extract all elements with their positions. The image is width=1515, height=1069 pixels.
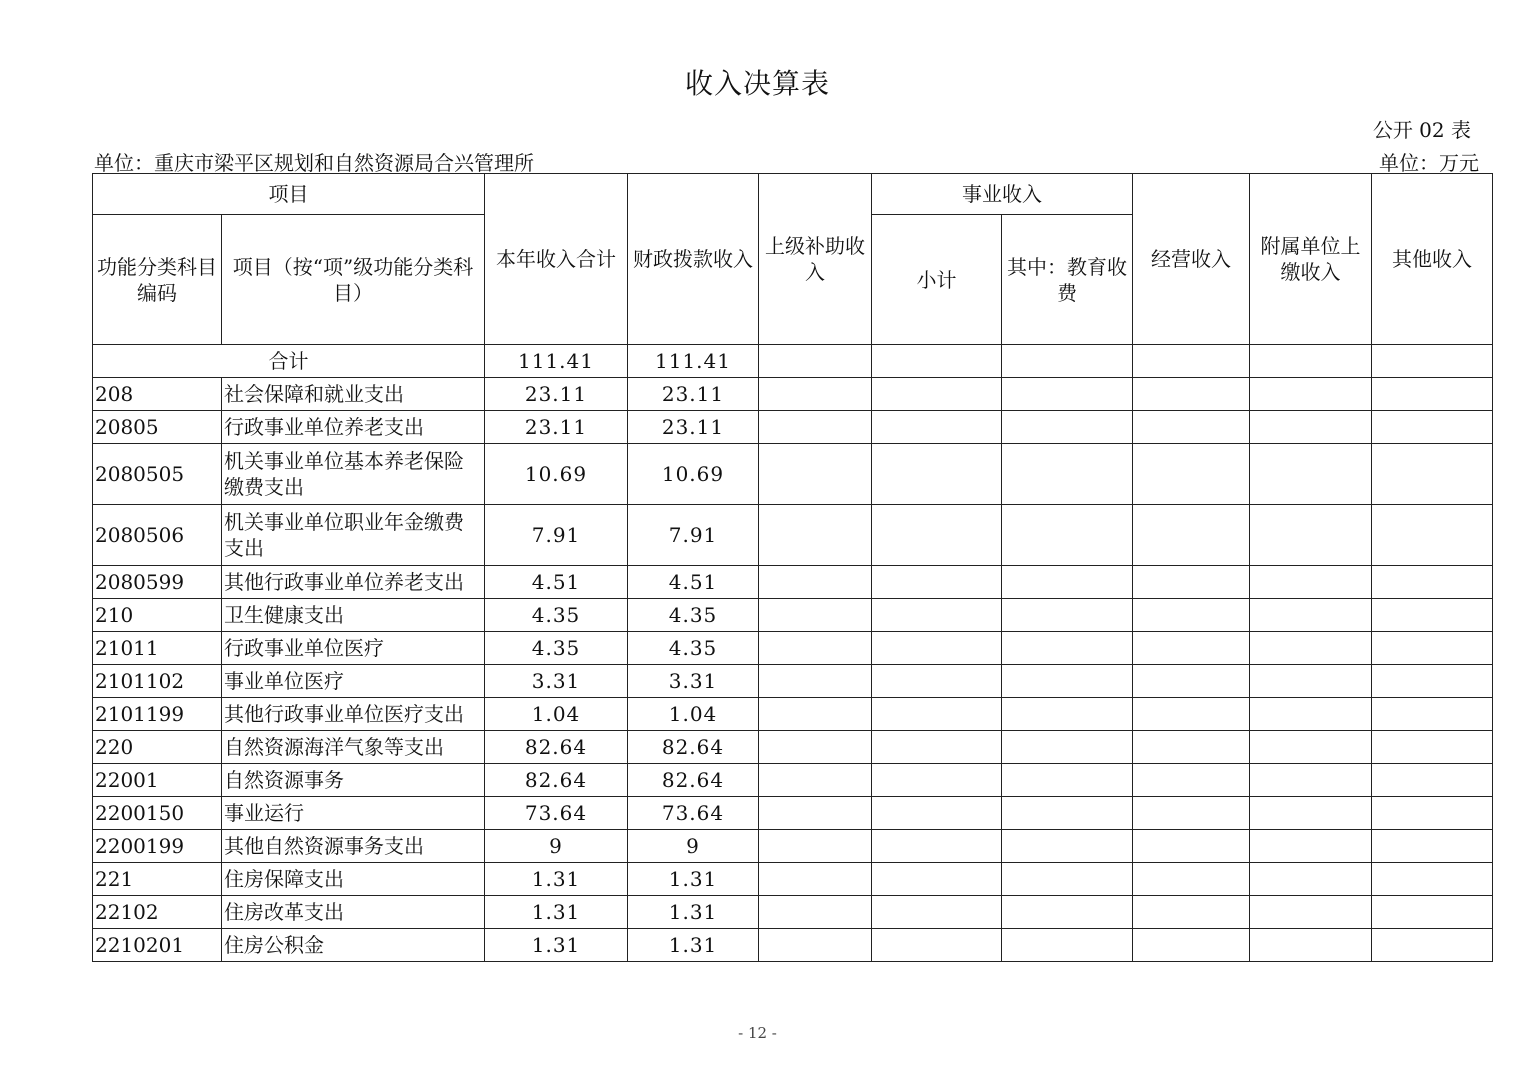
empty-cell — [872, 863, 1002, 896]
empty-cell — [1133, 378, 1250, 411]
row-code: 2200199 — [93, 830, 222, 863]
header-other: 其他收入 — [1372, 174, 1493, 345]
empty-cell — [872, 378, 1002, 411]
empty-cell — [1250, 632, 1372, 665]
empty-cell — [1250, 764, 1372, 797]
empty-cell — [872, 665, 1002, 698]
row-fiscal: 7.91 — [628, 505, 759, 566]
empty-cell — [1372, 830, 1493, 863]
empty-cell — [872, 505, 1002, 566]
empty-cell — [1002, 764, 1133, 797]
table-row — [93, 698, 1493, 731]
empty-cell — [1250, 444, 1372, 505]
row-total: 1.31 — [485, 896, 628, 929]
empty-cell — [1250, 797, 1372, 830]
empty-cell — [1372, 378, 1493, 411]
row-name: 其他行政事业单位医疗支出 — [222, 698, 485, 731]
row-fiscal: 82.64 — [628, 731, 759, 764]
empty-cell — [1372, 929, 1493, 962]
empty-cell — [1002, 632, 1133, 665]
total-label: 合计 — [93, 345, 485, 378]
table-row — [93, 599, 1493, 632]
empty-cell — [1002, 863, 1133, 896]
empty-cell — [759, 599, 872, 632]
table-row — [93, 797, 1493, 830]
empty-cell — [1133, 830, 1250, 863]
row-total: 3.31 — [485, 665, 628, 698]
row-name: 社会保障和就业支出 — [222, 378, 485, 411]
row-total: 82.64 — [485, 764, 628, 797]
empty-cell — [1372, 698, 1493, 731]
table-row — [93, 505, 1493, 566]
empty-cell — [1250, 505, 1372, 566]
row-name: 机关事业单位职业年金缴费支出 — [222, 505, 485, 566]
row-name: 住房公积金 — [222, 929, 485, 962]
table-row — [93, 731, 1493, 764]
empty-cell — [759, 378, 872, 411]
empty-cell — [1002, 378, 1133, 411]
empty-cell — [1002, 411, 1133, 444]
row-total: 82.64 — [485, 731, 628, 764]
empty-cell — [1002, 896, 1133, 929]
row-name: 行政事业单位医疗 — [222, 632, 485, 665]
empty-cell — [872, 632, 1002, 665]
header-subtotal: 小计 — [872, 215, 1002, 345]
empty-cell — [872, 566, 1002, 599]
empty-cell — [759, 411, 872, 444]
header-name: 项目（按“项”级功能分类科目） — [222, 215, 485, 345]
total-row — [93, 345, 1493, 378]
form-number: 公开 02 表 — [1372, 118, 1471, 142]
empty-cell — [1372, 566, 1493, 599]
empty-cell — [759, 632, 872, 665]
empty-cell — [1002, 599, 1133, 632]
header-business: 事业收入 — [872, 174, 1133, 215]
empty-cell — [1250, 830, 1372, 863]
empty-cell — [1133, 505, 1250, 566]
empty-cell — [1133, 731, 1250, 764]
table-row — [93, 929, 1493, 962]
empty-cell — [1002, 665, 1133, 698]
empty-cell — [872, 698, 1002, 731]
row-total: 4.35 — [485, 599, 628, 632]
row-total: 1.04 — [485, 698, 628, 731]
empty-cell — [759, 505, 872, 566]
row-fiscal: 73.64 — [628, 797, 759, 830]
row-name: 其他自然资源事务支出 — [222, 830, 485, 863]
empty-cell — [1133, 632, 1250, 665]
empty-cell — [1372, 665, 1493, 698]
empty-cell — [1002, 797, 1133, 830]
empty-cell — [1250, 863, 1372, 896]
row-fiscal: 9 — [628, 830, 759, 863]
empty-cell — [1372, 731, 1493, 764]
header-row-1 — [93, 174, 1493, 215]
empty-cell — [1372, 411, 1493, 444]
empty-cell — [872, 411, 1002, 444]
row-total: 4.51 — [485, 566, 628, 599]
table-row — [93, 896, 1493, 929]
empty-cell — [759, 896, 872, 929]
row-fiscal: 82.64 — [628, 764, 759, 797]
empty-cell — [1133, 599, 1250, 632]
empty-cell — [759, 698, 872, 731]
total-fiscal: 111.41 — [628, 345, 759, 378]
header-affiliated: 附属单位上缴收入 — [1250, 174, 1372, 345]
empty-cell — [1250, 929, 1372, 962]
row-name: 自然资源事务 — [222, 764, 485, 797]
row-code: 221 — [93, 863, 222, 896]
empty-cell — [1372, 345, 1493, 378]
total-income: 111.41 — [485, 345, 628, 378]
empty-cell — [1372, 599, 1493, 632]
row-fiscal: 23.11 — [628, 411, 759, 444]
empty-cell — [759, 863, 872, 896]
table-row — [93, 665, 1493, 698]
empty-cell — [759, 731, 872, 764]
empty-cell — [759, 797, 872, 830]
row-name: 卫生健康支出 — [222, 599, 485, 632]
empty-cell — [1372, 896, 1493, 929]
row-name: 其他行政事业单位养老支出 — [222, 566, 485, 599]
empty-cell — [1250, 599, 1372, 632]
table-row — [93, 830, 1493, 863]
header-education: 其中：教育收费 — [1002, 215, 1133, 345]
row-code: 2200150 — [93, 797, 222, 830]
unit-currency: 单位：万元 — [1379, 151, 1479, 175]
row-fiscal: 1.31 — [628, 896, 759, 929]
empty-cell — [1133, 444, 1250, 505]
row-name: 行政事业单位养老支出 — [222, 411, 485, 444]
empty-cell — [1372, 764, 1493, 797]
row-fiscal: 10.69 — [628, 444, 759, 505]
empty-cell — [872, 929, 1002, 962]
empty-cell — [759, 929, 872, 962]
empty-cell — [1133, 345, 1250, 378]
empty-cell — [1372, 797, 1493, 830]
empty-cell — [872, 797, 1002, 830]
row-name: 住房改革支出 — [222, 896, 485, 929]
unit-organization: 单位：重庆市梁平区规划和自然资源局合兴管理所 — [94, 151, 534, 175]
row-code: 2101102 — [93, 665, 222, 698]
header-fiscal: 财政拨款收入 — [628, 174, 759, 345]
row-code: 220 — [93, 731, 222, 764]
row-fiscal: 4.35 — [628, 632, 759, 665]
empty-cell — [872, 345, 1002, 378]
row-code: 210 — [93, 599, 222, 632]
empty-cell — [1133, 665, 1250, 698]
empty-cell — [872, 731, 1002, 764]
empty-cell — [759, 830, 872, 863]
empty-cell — [1133, 698, 1250, 731]
empty-cell — [872, 444, 1002, 505]
empty-cell — [1372, 444, 1493, 505]
page-title: 收入决算表 — [684, 67, 830, 100]
row-total: 23.11 — [485, 378, 628, 411]
empty-cell — [872, 830, 1002, 863]
empty-cell — [1133, 863, 1250, 896]
row-code: 22001 — [93, 764, 222, 797]
header-code: 功能分类科目编码 — [93, 215, 222, 345]
row-code: 2080505 — [93, 444, 222, 505]
row-code: 22102 — [93, 896, 222, 929]
row-fiscal: 4.35 — [628, 599, 759, 632]
table-row — [93, 566, 1493, 599]
empty-cell — [872, 764, 1002, 797]
row-fiscal: 3.31 — [628, 665, 759, 698]
row-total: 1.31 — [485, 863, 628, 896]
row-name: 机关事业单位基本养老保险缴费支出 — [222, 444, 485, 505]
row-total: 73.64 — [485, 797, 628, 830]
header-total: 本年收入合计 — [485, 174, 628, 345]
empty-cell — [759, 764, 872, 797]
empty-cell — [1002, 505, 1133, 566]
empty-cell — [759, 345, 872, 378]
empty-cell — [1250, 378, 1372, 411]
empty-cell — [872, 599, 1002, 632]
empty-cell — [759, 566, 872, 599]
empty-cell — [759, 665, 872, 698]
empty-cell — [1002, 345, 1133, 378]
row-name: 自然资源海洋气象等支出 — [222, 731, 485, 764]
empty-cell — [1372, 505, 1493, 566]
row-name: 事业运行 — [222, 797, 485, 830]
empty-cell — [1002, 698, 1133, 731]
empty-cell — [1250, 566, 1372, 599]
empty-cell — [1002, 929, 1133, 962]
empty-cell — [1133, 411, 1250, 444]
table-row — [93, 378, 1493, 411]
row-name: 事业单位医疗 — [222, 665, 485, 698]
page-number: - 12 - — [738, 1024, 777, 1042]
empty-cell — [1250, 896, 1372, 929]
row-code: 2080506 — [93, 505, 222, 566]
empty-cell — [1002, 444, 1133, 505]
row-code: 208 — [93, 378, 222, 411]
empty-cell — [1250, 665, 1372, 698]
row-code: 2101199 — [93, 698, 222, 731]
empty-cell — [1133, 929, 1250, 962]
empty-cell — [1250, 345, 1372, 378]
row-total: 9 — [485, 830, 628, 863]
table-row — [93, 411, 1493, 444]
empty-cell — [1250, 698, 1372, 731]
row-code: 21011 — [93, 632, 222, 665]
empty-cell — [1002, 566, 1133, 599]
empty-cell — [872, 896, 1002, 929]
row-total: 1.31 — [485, 929, 628, 962]
header-operating: 经营收入 — [1133, 174, 1250, 345]
row-fiscal: 4.51 — [628, 566, 759, 599]
row-total: 23.11 — [485, 411, 628, 444]
row-code: 20805 — [93, 411, 222, 444]
row-name: 住房保障支出 — [222, 863, 485, 896]
empty-cell — [1250, 411, 1372, 444]
empty-cell — [1372, 863, 1493, 896]
row-fiscal: 23.11 — [628, 378, 759, 411]
empty-cell — [1133, 764, 1250, 797]
table-row — [93, 632, 1493, 665]
table-row — [93, 444, 1493, 505]
income-table — [92, 173, 1493, 962]
row-fiscal: 1.04 — [628, 698, 759, 731]
empty-cell — [1002, 731, 1133, 764]
header-project: 项目 — [93, 174, 485, 215]
empty-cell — [1133, 797, 1250, 830]
row-fiscal: 1.31 — [628, 863, 759, 896]
empty-cell — [759, 444, 872, 505]
empty-cell — [1372, 632, 1493, 665]
row-total: 4.35 — [485, 632, 628, 665]
empty-cell — [1133, 896, 1250, 929]
row-fiscal: 1.31 — [628, 929, 759, 962]
header-superior: 上级补助收入 — [759, 174, 872, 345]
empty-cell — [1250, 731, 1372, 764]
row-code: 2080599 — [93, 566, 222, 599]
row-code: 2210201 — [93, 929, 222, 962]
row-total: 10.69 — [485, 444, 628, 505]
empty-cell — [1133, 566, 1250, 599]
empty-cell — [1002, 830, 1133, 863]
table-row — [93, 863, 1493, 896]
row-total: 7.91 — [485, 505, 628, 566]
table-row — [93, 764, 1493, 797]
